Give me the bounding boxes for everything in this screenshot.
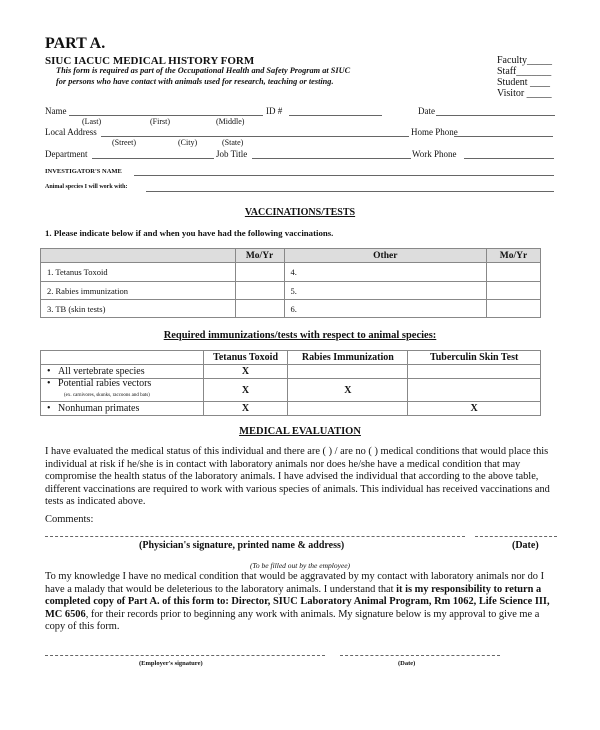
physician-signature-field[interactable]	[45, 536, 465, 537]
required-table: Tetanus Toxoid Rabies Immunization Tuberculin Skin Test • All vertebrate species X • Potential rabies vectors (ex. carnivores, skunks, raccoons and bats) X X • Nonhuman primates X X	[40, 350, 541, 416]
required-heading: Required immunizations/tests with respect to animal species:	[163, 330, 437, 341]
vaccinations-heading: VACCINATIONS/TESTS	[244, 207, 356, 218]
middle-hint: (Middle)	[216, 117, 245, 126]
employee-signature-label: (Employer's signature)	[139, 660, 203, 667]
name-label: Name	[45, 106, 67, 116]
department-field[interactable]	[92, 158, 214, 159]
vaccinations-table: Mo/Yr Other Mo/Yr 1. Tetanus Toxoid 4. 2. Rabies immunization 5. 3. TB (skin tests) 6.	[40, 248, 541, 318]
address-field[interactable]	[101, 136, 409, 137]
home-phone-label: Home Phone	[411, 127, 458, 137]
mo-yr-cell[interactable]	[235, 300, 284, 318]
table-row: • All vertebrate species X	[41, 365, 541, 379]
work-phone-label: Work Phone	[412, 149, 457, 159]
table-row: 1. Tetanus Toxoid 4.	[41, 263, 541, 282]
employee-date-field[interactable]	[340, 655, 500, 656]
evaluation-text: I have evaluated the medical status of this individual and there are ( ) / are no ( ) medical conditions that would place this individual at risk if he/she is in contact with laboratory animals nor does he/she have a medical condition that may compromise the health status of the laboratory animals. I have advised the individual that according to the above table, different vaccinations are required to work with various species of animals. This individual has received vaccinations and tests as indicated above.	[45, 446, 550, 508]
comments-label: Comments:	[45, 514, 94, 525]
vaccinations-question: 1. Please indicate below if and when you have had the following vaccinations.	[45, 228, 334, 238]
role-visitor[interactable]: Visitor _____	[497, 88, 552, 99]
species-label: Animal species I will work with:	[45, 184, 128, 190]
physician-signature-label: (Physician's signature, printed name & address)	[139, 540, 345, 551]
employee-note: (To be filled out by the employee)	[249, 561, 351, 570]
employee-statement: To my knowledge I have no medical condition that would be aggravated by my contact with laboratory animals nor do I have a malady that would be deleterious to the laboratory animals. I understand that it is my responsibility to return a completed copy of Part A. of this form to: Director, SIUC Laboratory Animal Program, Rm 1062, Life Science III, MC 6506, for their records prior to beginning any work with animals. My signature below is my approval to give me a copy of this form.	[45, 571, 550, 633]
home-phone-field[interactable]	[454, 136, 553, 137]
mo-yr-cell[interactable]	[235, 263, 284, 282]
intro-line-1: This form is required as part of the Occupational Health and Safety Program at SIUC	[56, 66, 351, 75]
work-phone-field[interactable]	[464, 158, 554, 159]
first-hint: (First)	[150, 117, 170, 126]
role-checklist	[497, 55, 552, 99]
table-row: 2. Rabies immunization 5.	[41, 282, 541, 300]
street-hint: (Street)	[112, 138, 136, 147]
id-field[interactable]	[289, 115, 382, 116]
form-title: SIUC IACUC MEDICAL HISTORY FORM	[45, 55, 255, 67]
employee-signature-field[interactable]	[45, 655, 325, 656]
job-title-field[interactable]	[252, 158, 411, 159]
name-field[interactable]	[69, 115, 263, 116]
investigator-field[interactable]	[134, 175, 554, 176]
job-title-label: Job Title	[216, 149, 248, 159]
physician-date-label: (Date)	[512, 540, 539, 551]
date-label: Date	[418, 106, 435, 116]
evaluation-heading: MEDICAL EVALUATION	[239, 426, 361, 437]
physician-date-field[interactable]	[475, 536, 557, 537]
investigator-label: INVESTIGATOR'S NAME	[45, 168, 122, 175]
role-student[interactable]: Student ____	[497, 77, 551, 88]
date-field[interactable]	[436, 115, 555, 116]
department-label: Department	[45, 149, 88, 159]
part-label: PART A.	[45, 35, 106, 52]
id-label: ID #	[266, 106, 283, 116]
intro-line-2: for persons who have contact with animals used for research, teaching or testing.	[56, 77, 334, 86]
table-row: • Nonhuman primates X X	[41, 402, 541, 416]
table-row: • Potential rabies vectors (ex. carnivores, skunks, raccoons and bats) X X	[41, 379, 541, 402]
last-hint: (Last)	[82, 117, 102, 126]
state-hint: (State)	[222, 138, 244, 147]
table-row: 3. TB (skin tests) 6.	[41, 300, 541, 318]
address-label: Local Address	[45, 127, 97, 137]
mo-yr-cell[interactable]	[235, 282, 284, 300]
city-hint: (City)	[178, 138, 198, 147]
role-staff[interactable]: Staff_______	[497, 66, 552, 77]
employee-date-label: (Date)	[398, 660, 416, 667]
role-faculty[interactable]: Faculty_____	[497, 55, 552, 66]
species-field[interactable]	[146, 191, 554, 192]
